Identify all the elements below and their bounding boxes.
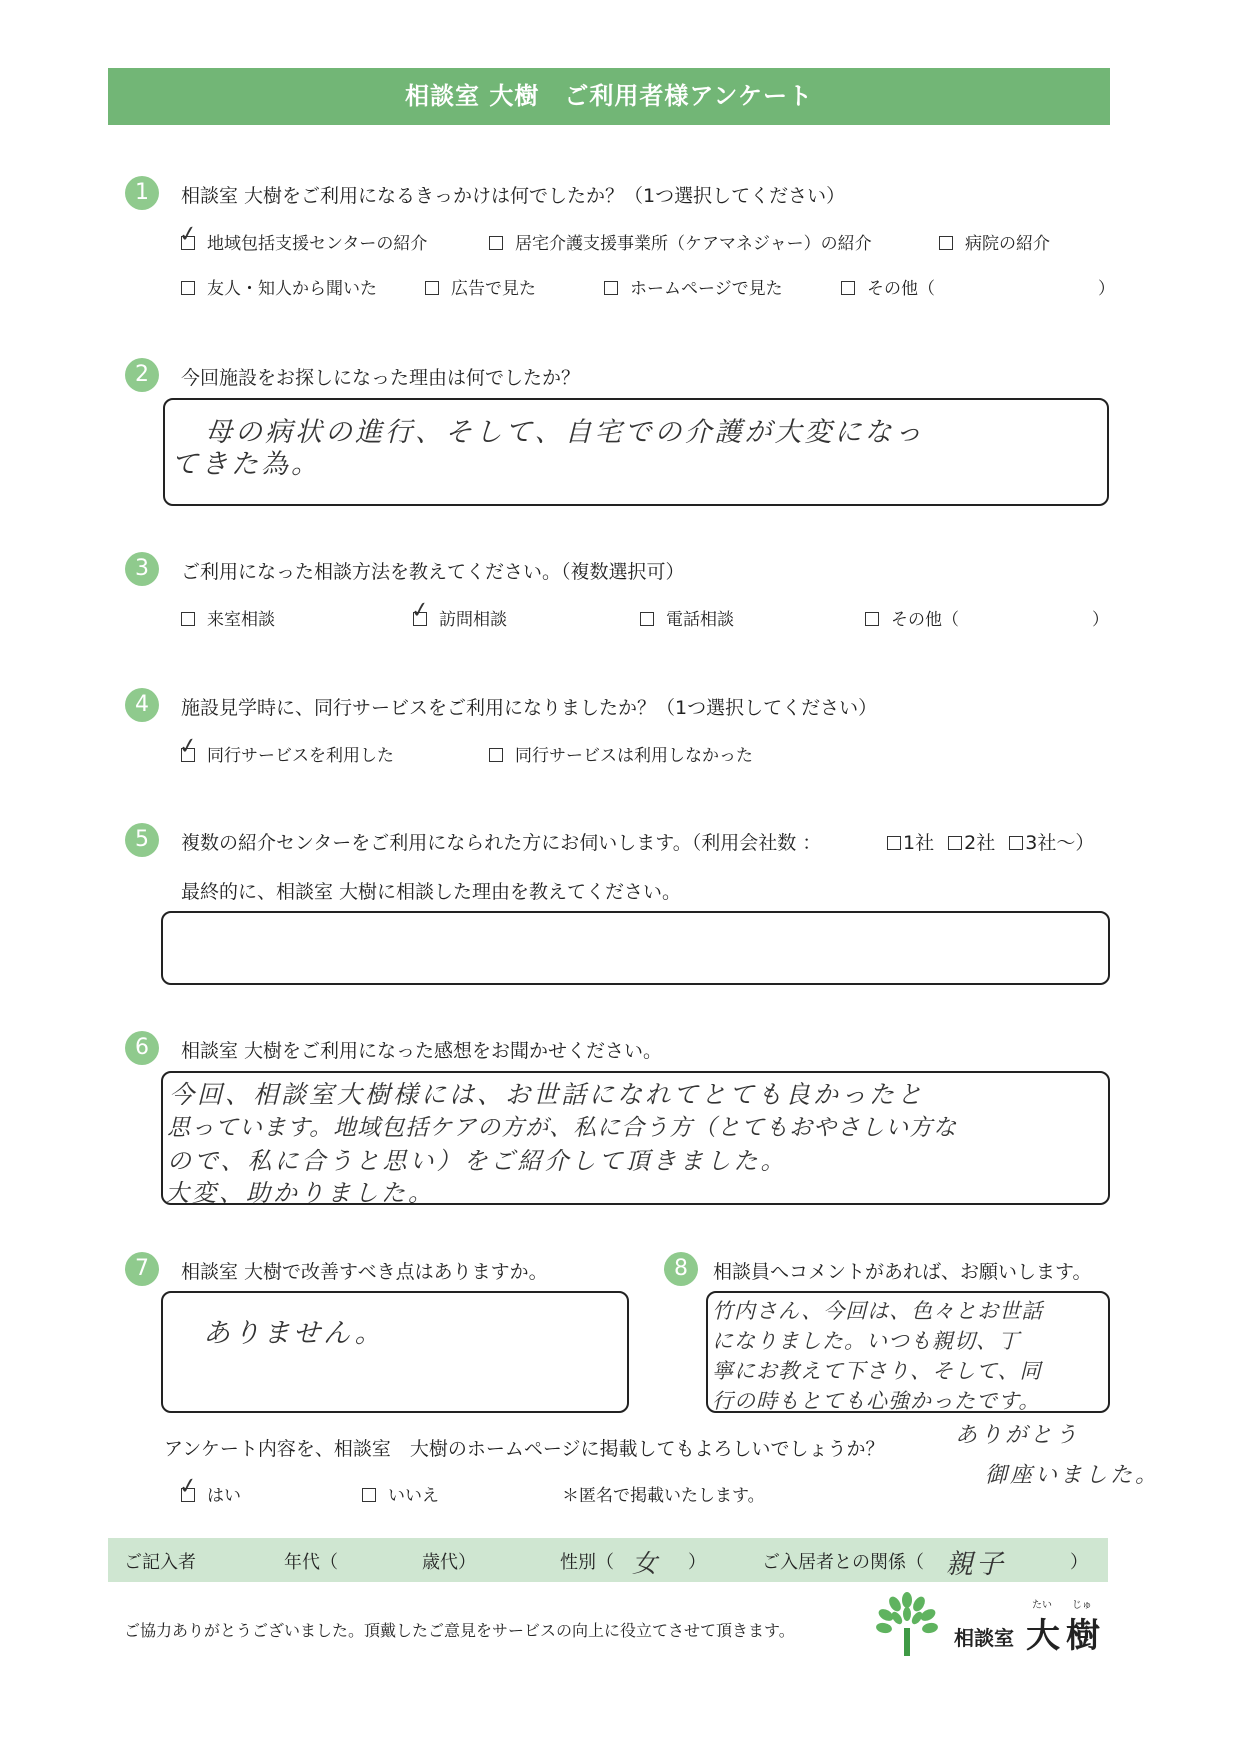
gender-value[interactable]: 女 [632, 1549, 661, 1578]
question-number-8: 8 [664, 1252, 698, 1286]
q5-company-counts[interactable]: 1社 2社 3社〜） [887, 828, 1094, 855]
q7-answer-box[interactable] [161, 1291, 629, 1413]
q3-option-home-visit[interactable]: ✓ 訪問相談 [409, 596, 507, 630]
question-8-text: 相談員へコメントがあれば、お願いします。 [713, 1261, 1092, 1283]
question-5-text: 複数の紹介センターをご利用になられた方にお伺いします。（利用会社数 ： [181, 832, 822, 854]
relation-close: ） [1070, 1552, 1088, 1573]
question-number-1: 1 [125, 176, 159, 210]
question-2-text: 今回施設をお探しになった理由は何でしたか？ [181, 367, 581, 389]
thanks-message: ご協力ありがとうございました。頂戴したご意見をサービスの向上に役立てさせて頂きます。 [124, 1621, 795, 1640]
q6-answer-line-3: ので、私に合うと思い）をご紹介して頂きました。 [167, 1147, 788, 1175]
q8-answer-line-5: ありがとう [955, 1423, 1081, 1448]
q8-answer-line-2: になりました。いつも親切、丁 [712, 1329, 1020, 1353]
checkbox-checked-icon: ✓ [177, 732, 200, 761]
logo-ruby-2: じゅ [1072, 1600, 1092, 1611]
logo-prefix: 相談室 [954, 1626, 1014, 1650]
q2-answer-line-1: 母の病状の進行、そして、自宅での介護が大変になっ [205, 417, 925, 448]
question-number-7: 7 [125, 1252, 159, 1286]
q6-answer-line-4: 大変、助かりました。 [165, 1179, 435, 1207]
q1-other-close: ） [1098, 279, 1115, 299]
publish-question: アンケート内容を、相談室 大樹のホームページに掲載してもよろしいでしょうか？ [164, 1438, 885, 1460]
respondent-label: ご記入者 [124, 1552, 196, 1573]
checkbox-icon [887, 836, 901, 850]
q1-option-community-center[interactable]: ✓ 地域包括支援センターの紹介 [177, 220, 428, 254]
checkbox-icon [362, 1488, 376, 1502]
q1-option-other[interactable]: その他（ [841, 274, 935, 299]
q1-option-ad[interactable]: 広告で見た [425, 274, 536, 299]
q2-answer-box[interactable] [163, 398, 1109, 506]
q3-option-visit-office[interactable]: 来室相談 [181, 605, 275, 630]
question-number-4: 4 [125, 688, 159, 722]
question-4-text: 施設見学時に、同行サービスをご利用になりましたか？（1つ選択してください） [181, 697, 878, 719]
q8-answer-line-3: 寧にお教えて下さり、そして、同 [712, 1359, 1042, 1383]
checkbox-icon [181, 612, 195, 626]
gender-close: ） [688, 1552, 706, 1573]
question-5-subtext: 最終的に、相談室 大樹に相談した理由を教えてください。 [181, 881, 682, 903]
question-number-5: 5 [125, 823, 159, 857]
q8-answer-box[interactable] [706, 1291, 1110, 1413]
brand-logo [876, 1590, 1106, 1658]
q4-option-used[interactable]: ✓ 同行サービスを利用した [177, 732, 394, 766]
checkbox-icon [489, 748, 503, 762]
q1-option-friend[interactable]: 友人・知人から聞いた [181, 274, 377, 299]
q8-answer-line-1: 竹内さん、今回は、色々とお世話 [712, 1299, 1044, 1323]
checkbox-checked-icon: ✓ [177, 1472, 200, 1501]
checkbox-icon [948, 836, 962, 850]
publish-note: ＊匿名で掲載いたします。 [562, 1486, 765, 1506]
q6-answer-line-1: 今回、相談室大樹様には、お世話になれてとても良かったと [169, 1080, 926, 1109]
logo-name: 大樹 [1026, 1616, 1106, 1656]
checkbox-icon [604, 281, 618, 295]
relation-label: ご入居者との関係（ [762, 1552, 924, 1573]
q7-answer: ありません。 [203, 1318, 385, 1349]
q3-other-close: ） [1092, 610, 1109, 630]
q8-answer-line-4: 行の時もとても心強かったです。 [712, 1389, 1041, 1413]
question-1-text: 相談室 大樹をご利用になるきっかけは何でしたか？（1つ選択してください） [181, 185, 846, 207]
q5-answer-box[interactable] [161, 911, 1110, 985]
question-number-2: 2 [125, 358, 159, 392]
question-6-text: 相談室 大樹をご利用になった感想をお聞かせください。 [181, 1040, 663, 1062]
checkbox-checked-icon: ✓ [409, 596, 432, 625]
logo-ruby-1: たい [1032, 1600, 1052, 1611]
checkbox-icon [841, 281, 855, 295]
publish-yes-option[interactable]: ✓ はい [177, 1472, 241, 1506]
survey-title: 相談室 大樹 ご利用者様アンケート [108, 68, 1110, 125]
checkbox-icon [425, 281, 439, 295]
checkbox-icon [181, 281, 195, 295]
question-7-text: 相談室 大樹で改善すべき点はありますか。 [181, 1261, 548, 1283]
age-label: 年代（ [284, 1552, 338, 1573]
gender-label: 性別（ [560, 1552, 614, 1573]
q6-answer-line-2: 思っています。地域包括ケアの方が、私に合う方（とてもおやさしい方な [167, 1115, 958, 1141]
q3-option-other[interactable]: その他（ [865, 605, 959, 630]
age-suffix: 歳代） [422, 1552, 476, 1573]
q3-option-phone[interactable]: 電話相談 [640, 605, 734, 630]
tree-logo-icon [876, 1590, 938, 1658]
checkbox-icon [939, 236, 953, 250]
checkbox-icon [1009, 836, 1023, 850]
question-number-3: 3 [125, 552, 159, 586]
q1-option-care-manager[interactable]: 居宅介護支援事業所（ケアマネジャー）の紹介 [489, 229, 872, 254]
q2-answer-line-2: てきた為。 [171, 449, 321, 480]
q4-option-not-used[interactable]: 同行サービスは利用しなかった [489, 741, 753, 766]
respondent-info-bar [108, 1538, 1108, 1582]
question-number-6: 6 [125, 1031, 159, 1065]
q8-answer-line-6: 御座いました。 [985, 1463, 1161, 1488]
checkbox-icon [865, 612, 879, 626]
checkbox-icon [640, 612, 654, 626]
q6-answer-box[interactable] [161, 1071, 1110, 1205]
question-3-text: ご利用になった相談方法を教えてください。（複数選択可） [181, 561, 685, 583]
checkbox-checked-icon: ✓ [177, 220, 200, 249]
q1-option-hospital[interactable]: 病院の紹介 [939, 229, 1050, 254]
checkbox-icon [489, 236, 503, 250]
publish-no-option[interactable]: いいえ [362, 1481, 439, 1506]
q1-option-homepage[interactable]: ホームページで見た [604, 274, 783, 299]
relation-value[interactable]: 親子 [946, 1549, 1006, 1580]
